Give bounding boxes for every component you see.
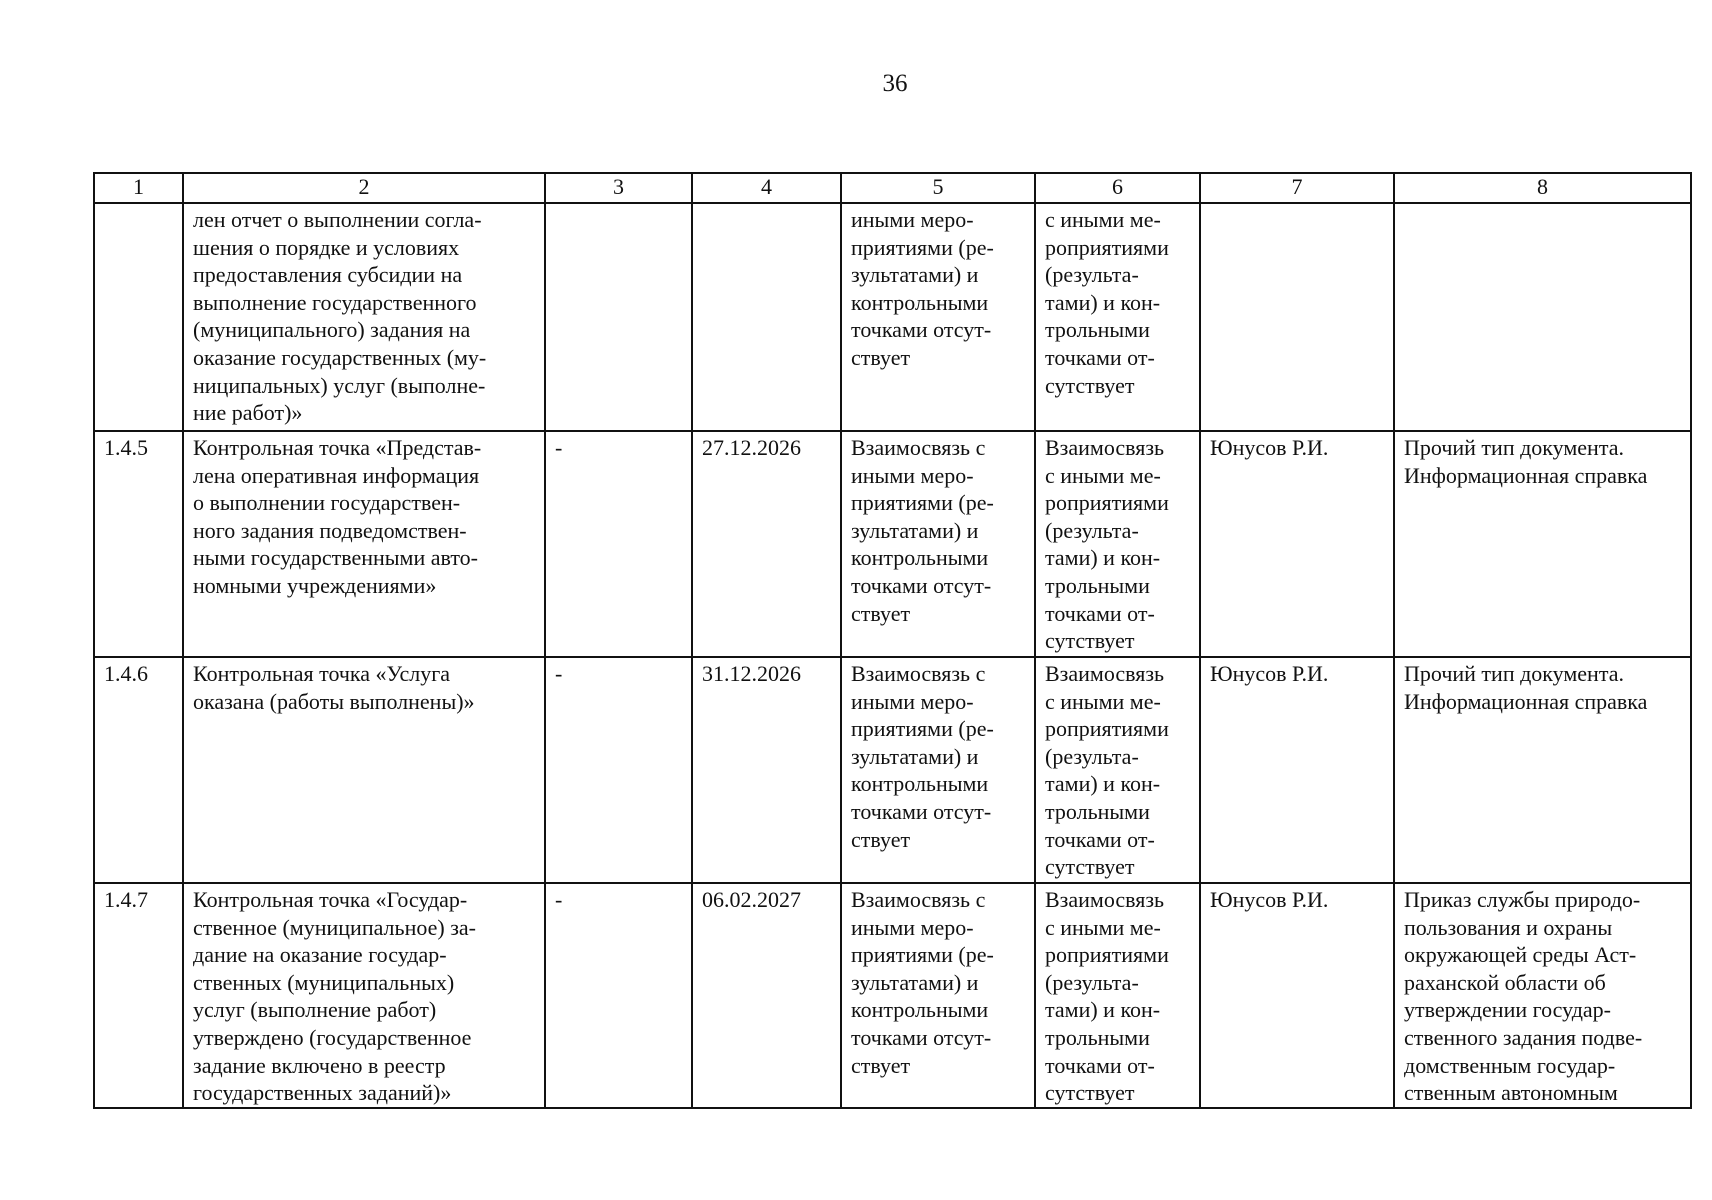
- cell-name: Контрольная точка «Услуга оказана (работы выполнены)»: [183, 657, 545, 883]
- cell-date: 31.12.2026: [692, 657, 841, 883]
- cell-date: 06.02.2027: [692, 883, 841, 1108]
- cell-col6: с иными ме- роприятиями (результа- тами) и кон- трольными точками от- сутствует: [1035, 203, 1200, 431]
- cell-document: Прочий тип документа. Информационная справка: [1394, 431, 1691, 657]
- column-header: 1: [94, 173, 183, 203]
- column-header: 4: [692, 173, 841, 203]
- cell-responsible: Юнусов Р.И.: [1200, 657, 1394, 883]
- cell-col6: Взаимосвязь с иными ме- роприятиями (результа- тами) и кон- трольными точками от- сутствует: [1035, 883, 1200, 1108]
- table-row: [94, 657, 1691, 883]
- cell-col5: иными меро- приятиями (ре- зультатами) и контрольными точками отсут- ствует: [841, 203, 1035, 431]
- cell-name: Контрольная точка «Представ- лена оперативная информация о выполнении государствен- ного задания подведомствен- ными государственными авто- номными учреждениями»: [183, 431, 545, 657]
- cell-col3: -: [545, 657, 692, 883]
- column-header: 7: [1200, 173, 1394, 203]
- cell-col5: Взаимосвязь с иными меро- приятиями (ре- зультатами) и контрольными точками отсут- ствует: [841, 657, 1035, 883]
- cell-number: [94, 203, 183, 431]
- cell-col5: Взаимосвязь с иными меро- приятиями (ре- зультатами) и контрольными точками отсут- ствует: [841, 883, 1035, 1108]
- cell-col3: -: [545, 431, 692, 657]
- cell-number: 1.4.6: [94, 657, 183, 883]
- cell-col3: [545, 203, 692, 431]
- cell-date: [692, 203, 841, 431]
- cell-document: Прочий тип документа. Информационная справка: [1394, 657, 1691, 883]
- cell-date: 27.12.2026: [692, 431, 841, 657]
- cell-responsible: Юнусов Р.И.: [1200, 883, 1394, 1108]
- cell-responsible: Юнусов Р.И.: [1200, 431, 1394, 657]
- cell-name: лен отчет о выполнении согла- шения о порядке и условиях предоставления субсидии на выполнение государственного (муниципального) задания на оказание государственных (му- ниципальных) услуг (выполне- ние работ)»: [183, 203, 545, 431]
- column-header: 6: [1035, 173, 1200, 203]
- cell-col6: Взаимосвязь с иными ме- роприятиями (результа- тами) и кон- трольными точками от- сутствует: [1035, 657, 1200, 883]
- column-header: 3: [545, 173, 692, 203]
- table-header-row: [94, 173, 1691, 203]
- cell-number: 1.4.7: [94, 883, 183, 1108]
- cell-col3: -: [545, 883, 692, 1108]
- column-header: 2: [183, 173, 545, 203]
- page-number: 36: [882, 70, 908, 97]
- cell-number: 1.4.5: [94, 431, 183, 657]
- cell-col6: Взаимосвязь с иными ме- роприятиями (результа- тами) и кон- трольными точками от- сутствует: [1035, 431, 1200, 657]
- cell-document: [1394, 203, 1691, 431]
- cell-document: Приказ службы природо- пользования и охраны окружающей среды Аст- раханской области об утверждении государ- ственного задания подве- домственным государ- ственным автономным: [1394, 883, 1691, 1108]
- cell-name: Контрольная точка «Государ- ственное (муниципальное) за- дание на оказание государ- ственных (муниципальных) услуг (выполнение работ) утверждено (государственное задание включено в реестр государственных заданий)»: [183, 883, 545, 1108]
- table-row: [94, 203, 1691, 431]
- column-header: 5: [841, 173, 1035, 203]
- column-header: 8: [1394, 173, 1691, 203]
- cell-responsible: [1200, 203, 1394, 431]
- table-row: [94, 883, 1691, 1108]
- table-row: [94, 431, 1691, 657]
- cell-col5: Взаимосвязь с иными меро- приятиями (ре- зультатами) и контрольными точками отсут- ствует: [841, 431, 1035, 657]
- document-table: [93, 172, 1692, 1109]
